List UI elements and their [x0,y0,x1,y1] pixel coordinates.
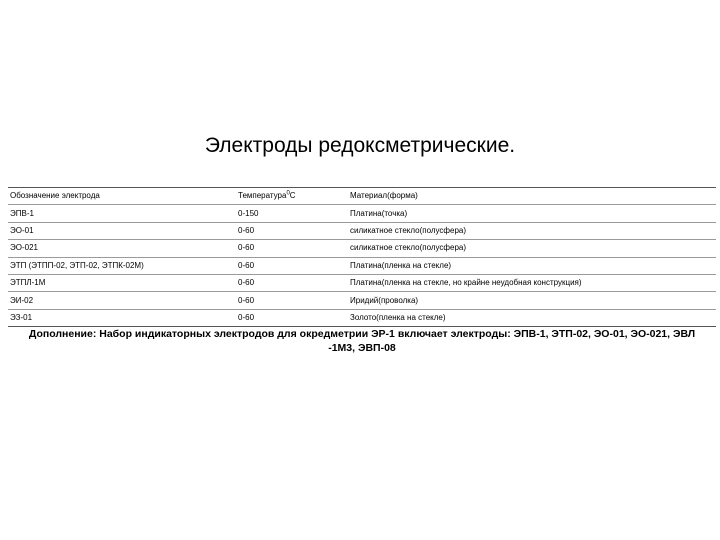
header-temperature [236,188,348,205]
table-row [8,257,716,274]
table-row [8,309,716,326]
temperature-cell: 0-60 [236,292,348,309]
electrode-cell: ЭПВ-1 [8,205,236,222]
electrodes-table [8,187,716,327]
table-row [8,274,716,291]
temperature-cell: 0-60 [236,274,348,291]
header-temperature-label: Температура [238,191,287,201]
header-electrode: Обозначение электрода [8,188,236,205]
material-cell: силикатное стекло(полусфера) [348,222,716,239]
material-cell: Золото(пленка на стекле) [350,312,446,322]
addendum-line-1: Дополнение: Набор индикаторных электродов для окредметрии ЭР-1 включает электроды: ЭПВ-1, ЭТП-02, ЭО-01, ЭО-021, ЭВЛ [28,328,696,340]
material-cell: Платина(пленка на стекле) [348,257,716,274]
temperature-cell: 0-60 [236,222,348,239]
temperature-cell: 0-60 [236,257,348,274]
table-row [8,205,716,222]
header-material: Материал(форма) [348,188,716,205]
addendum-note [8,327,716,355]
celsius-unit: С [289,191,296,201]
table-row [8,292,716,309]
electrode-cell: ЭТП (ЭТПП-02, ЭТП-02, ЭТПК-02М) [8,257,236,274]
material-cell: Платина(точка) [348,205,716,222]
electrode-cell: ЭТПЛ-1М [8,274,236,291]
temperature-cell: 0-60 [238,312,255,322]
temperature-cell: 0-60 [236,240,348,257]
table-header-row [8,188,716,205]
material-cell: силикатное стекло(полусфера) [348,240,716,257]
electrode-cell: ЭО-01 [8,222,236,239]
addendum-line-2: -1М3, ЭВП-08 [328,342,396,354]
electrode-cell: ЭО-021 [8,240,236,257]
material-cell: Платина(пленка на стекле, но крайне неудобная конструкция) [348,274,716,291]
table-row [8,240,716,257]
temperature-cell: 0-150 [236,205,348,222]
degree-superscript: 0 [286,190,290,197]
electrode-cell: ЭИ-02 [8,292,236,309]
page-title: Электроды редоксметрические. [204,134,516,157]
table-row [8,222,716,239]
electrode-cell: ЭЗ-01 [10,312,33,322]
material-cell: Иридий(проволка) [348,292,716,309]
